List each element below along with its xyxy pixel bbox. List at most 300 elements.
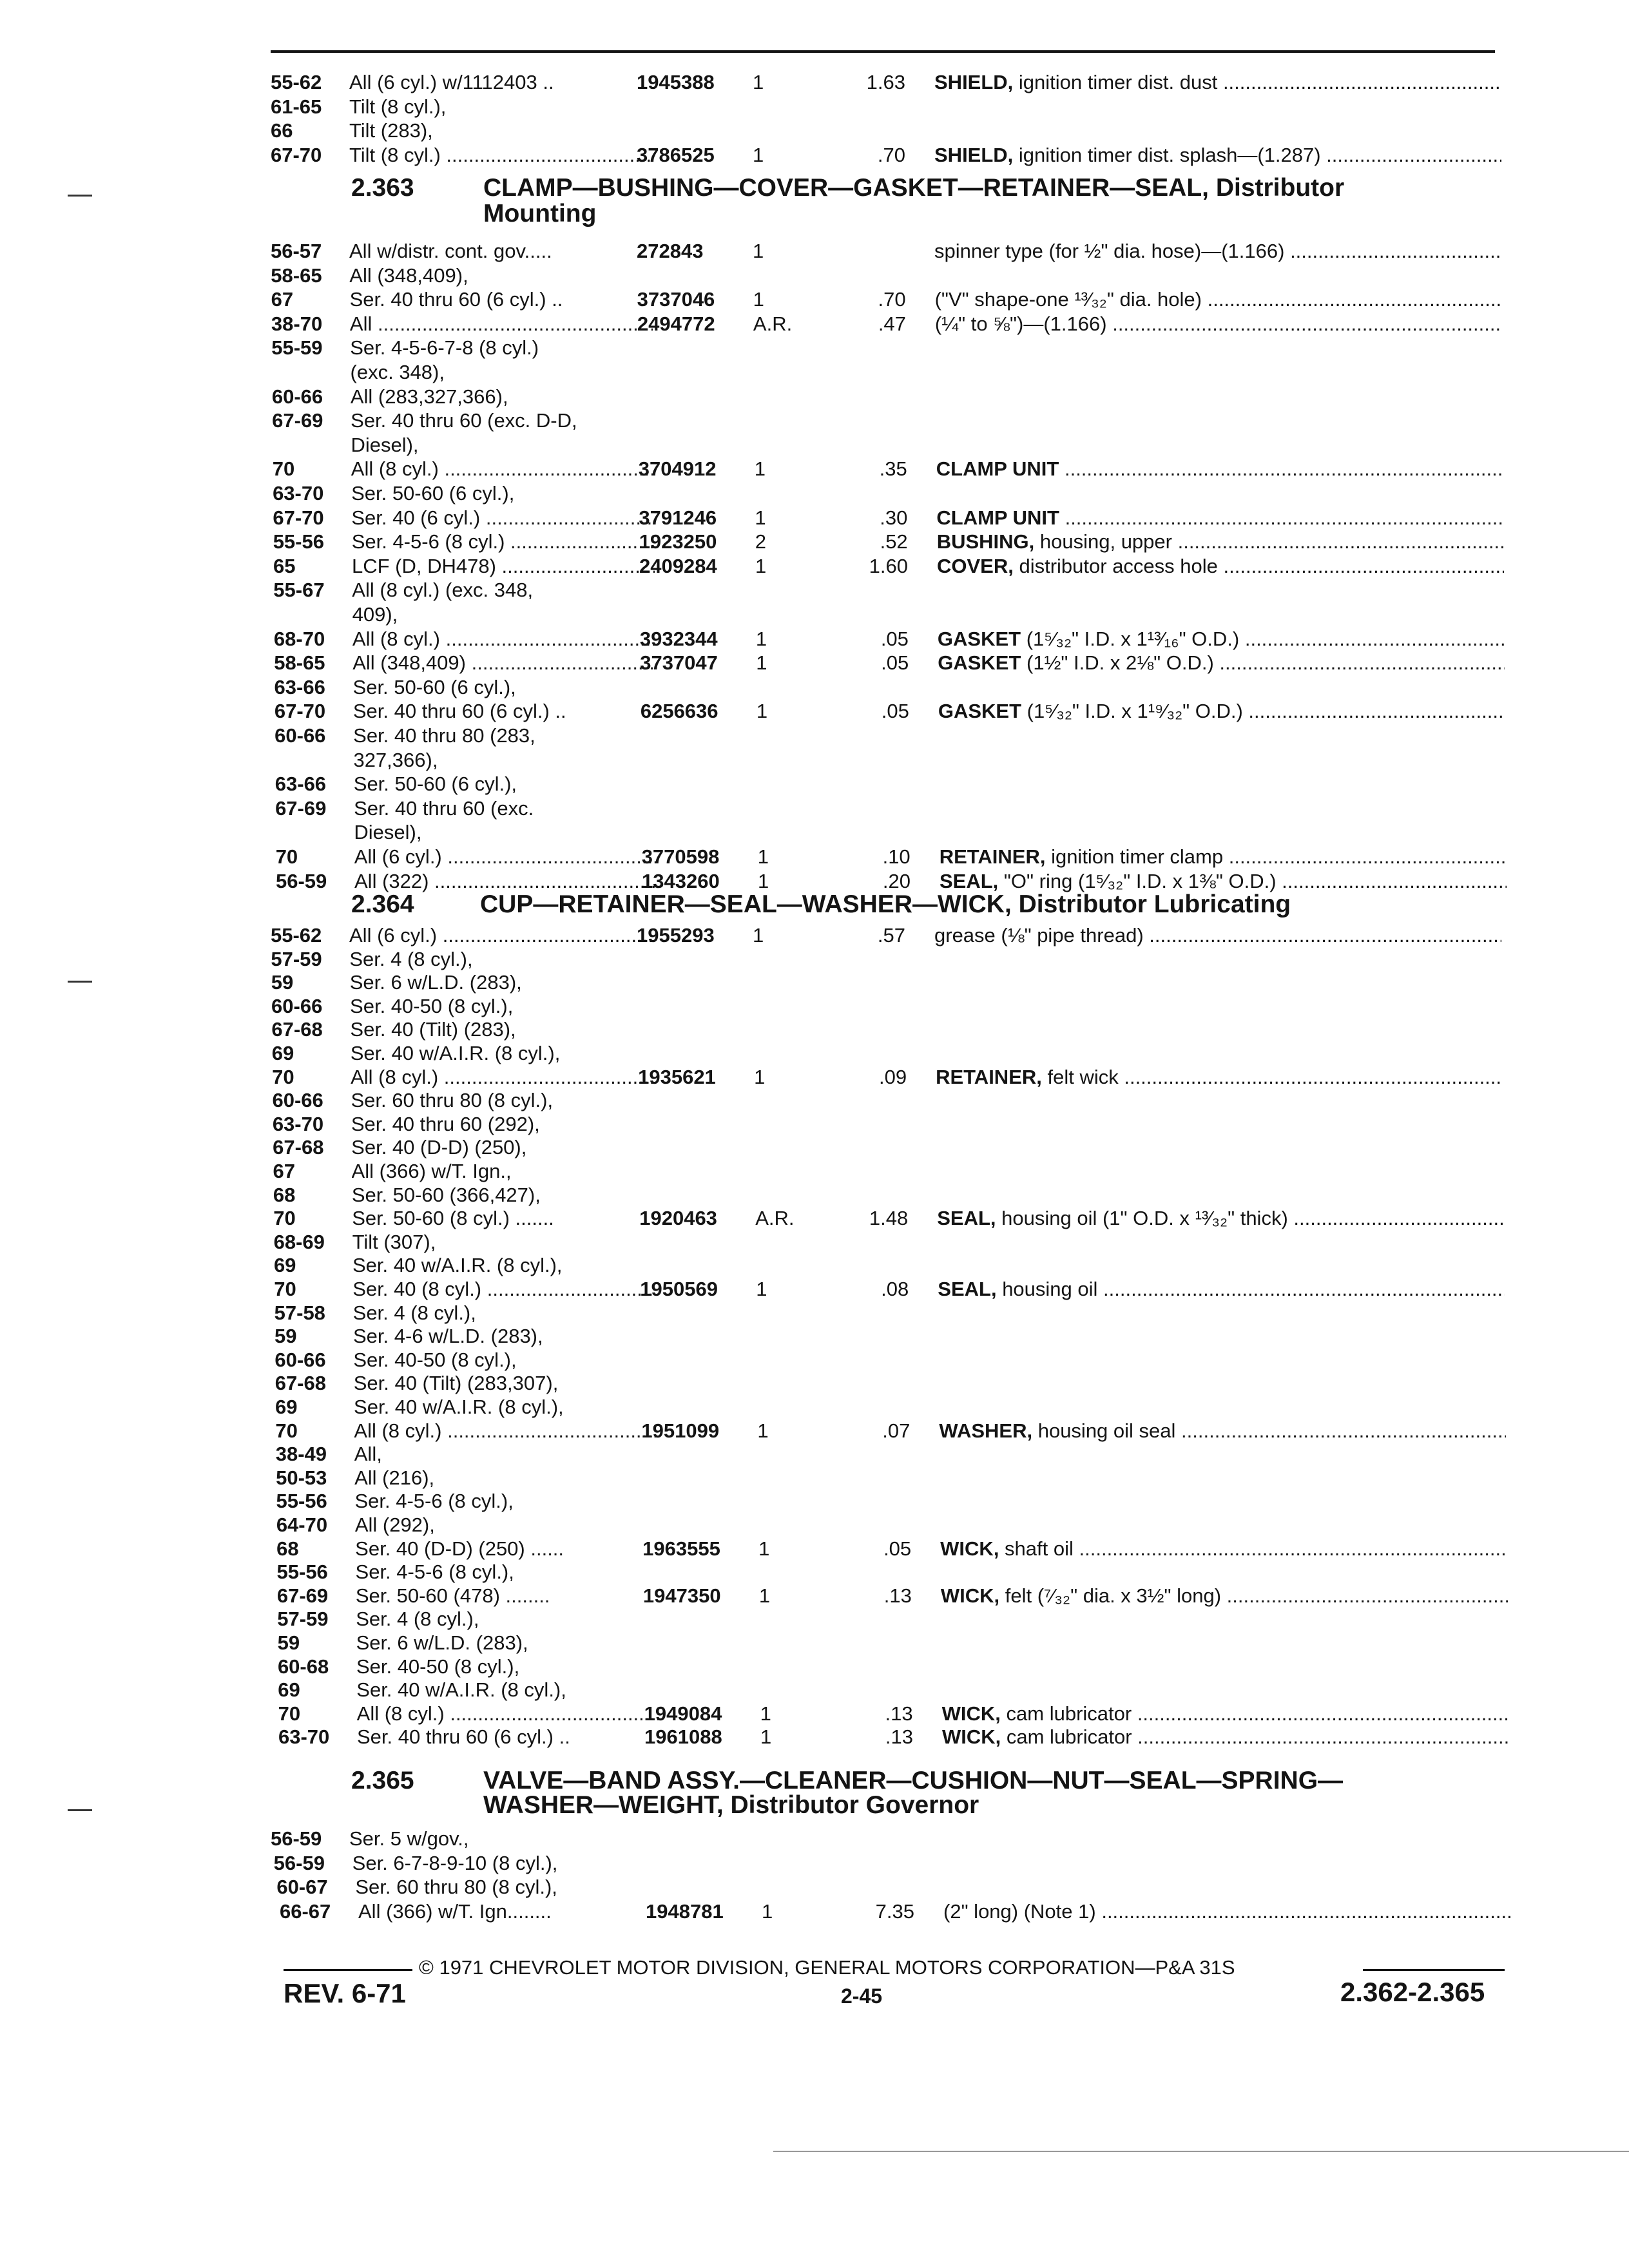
part-row <box>271 995 1502 1018</box>
model-years: 67-70 <box>273 506 324 529</box>
application: All (8 cyl.) ..... <box>351 457 654 481</box>
part-number: 272843 <box>637 240 704 262</box>
part-row <box>271 1018 1502 1041</box>
application: All (366) w/T. Ign........ <box>358 1899 552 1923</box>
quantity: 1 <box>756 651 767 675</box>
part-row <box>271 119 1501 142</box>
application: All (348,409), <box>349 264 468 287</box>
application: All (8 cyl.) ..... <box>354 1419 657 1443</box>
part-description <box>937 530 1504 553</box>
price: .30 <box>880 506 908 529</box>
part-detail: shaft oil <box>999 1537 1074 1560</box>
model-years: 68 <box>273 1183 296 1206</box>
price: .10 <box>882 845 911 868</box>
part-row <box>271 288 1502 311</box>
part-row <box>277 1561 1508 1584</box>
section-number: 2.364 <box>351 890 414 918</box>
part-number: 1920463 <box>639 1207 717 1230</box>
part-name: CLAMP UNIT <box>936 457 1059 481</box>
application: Ser. 40 thru 60 (exc. <box>354 796 534 820</box>
model-years: 69 <box>275 1396 298 1418</box>
model-years: 57-58 <box>274 1301 325 1324</box>
application: Ser. 40 w/A.I.R. (8 cyl.), <box>356 1678 566 1702</box>
model-years: 59 <box>271 971 294 994</box>
model-years: 60-66 <box>272 1089 323 1112</box>
part-description <box>936 457 1503 481</box>
model-years: 67-69 <box>275 796 327 820</box>
application: Ser. 40 thru 80 (283, <box>353 724 535 747</box>
part-description <box>934 71 1501 94</box>
part-row <box>274 1852 1505 1875</box>
part-row <box>271 144 1501 167</box>
application: All (366) w/T. Ign., <box>351 1160 512 1182</box>
part-description <box>937 555 1504 578</box>
part-name: RETAINER, <box>939 845 1046 868</box>
part-detail: (2" long) (Note 1) <box>943 1899 1096 1923</box>
part-number: 1923250 <box>639 530 717 553</box>
part-row <box>271 1827 1501 1850</box>
model-years: 67-68 <box>271 1018 323 1041</box>
application: Ser. 40 (8 cyl.) ..... <box>352 1278 655 1301</box>
price: .57 <box>877 924 905 947</box>
top-rule <box>271 50 1495 53</box>
part-number: 3786525 <box>637 143 715 166</box>
footer-rule-left <box>284 1969 412 1971</box>
model-years: 57-59 <box>271 947 322 970</box>
model-years: 56-59 <box>271 1827 322 1850</box>
model-years: 63-66 <box>274 675 325 698</box>
part-number: 2409284 <box>639 554 717 577</box>
part-row <box>272 1089 1503 1112</box>
part-row <box>278 1725 1509 1749</box>
application: Ser. 50-60 (478) ........ <box>355 1584 550 1607</box>
model-years: 68 <box>276 1537 299 1560</box>
part-number: 1948781 <box>646 1899 724 1923</box>
application: Ser. 40 thru 60 (6 cyl.) .. <box>357 1725 570 1749</box>
quantity: 1 <box>760 1702 771 1725</box>
part-number: 1945388 <box>637 71 715 93</box>
part-name: SEAL, <box>940 869 999 892</box>
part-number: 3704912 <box>638 457 717 481</box>
part-detail: grease (⅛" pipe thread) <box>934 924 1144 947</box>
part-name: SEAL, <box>938 1278 997 1300</box>
part-row <box>272 1042 1503 1065</box>
part-number: 1961088 <box>644 1725 722 1749</box>
application: Ser. 40 (6 cyl.) ..... <box>351 506 654 530</box>
application: All (6 cyl.) w/1112403 .. <box>349 71 554 93</box>
part-row <box>271 240 1501 263</box>
price: 1.60 <box>869 554 908 577</box>
quantity: 1 <box>758 1537 770 1560</box>
quantity: 1 <box>757 1419 769 1442</box>
part-detail: (1⁵⁄₃₂" I.D. x 1¹³⁄₁₆" O.D.) <box>1021 627 1240 650</box>
part-row <box>275 773 1506 796</box>
model-years: 55-59 <box>271 336 323 360</box>
model-years: 68-69 <box>273 1230 325 1253</box>
part-number: 6256636 <box>640 700 718 723</box>
model-years: 56-57 <box>271 240 322 262</box>
model-years: 60-66 <box>271 994 323 1017</box>
application: Ser. 60 thru 80 (8 cyl.), <box>351 1089 554 1112</box>
part-description <box>940 870 1507 893</box>
application: Ser. 4-5-6 (8 cyl.) ..... <box>352 530 655 553</box>
price: .08 <box>881 1278 909 1300</box>
part-row <box>276 1514 1507 1537</box>
part-row <box>272 409 1503 432</box>
quantity: 1 <box>755 554 767 577</box>
application: Ser. 4-5-6 (8 cyl.), <box>355 1561 514 1584</box>
model-years: 67-68 <box>275 1372 326 1395</box>
margin-mark <box>68 1809 92 1811</box>
application: Ser. 50-60 (8 cyl.) ....... <box>352 1207 554 1230</box>
application: Ser. 40-50 (8 cyl.), <box>350 994 514 1017</box>
application: Ser. 40 (D-D) (250), <box>351 1136 527 1159</box>
model-years: 65 <box>273 554 296 577</box>
part-name: SEAL, <box>937 1207 996 1230</box>
part-number: 1947350 <box>642 1584 721 1607</box>
application: (exc. 348), <box>350 361 445 383</box>
model-years: 59 <box>275 1325 297 1348</box>
part-name: COVER, <box>937 554 1014 577</box>
part-row <box>275 1349 1505 1372</box>
price: .05 <box>881 651 909 675</box>
application: Tilt (8 cyl.), <box>349 95 447 118</box>
margin-mark <box>68 195 92 197</box>
part-row <box>274 1231 1505 1254</box>
part-detail: (1½" I.D. x 2⅛" O.D.) <box>1021 651 1214 675</box>
part-row <box>276 1537 1507 1561</box>
application: Ser. 40 thru 60 (exc. D-D, <box>351 409 577 432</box>
application: 409), <box>352 603 398 626</box>
part-description <box>935 312 1502 336</box>
part-row <box>278 1678 1509 1702</box>
model-years: 60-66 <box>275 724 326 747</box>
model-years: 70 <box>272 457 295 481</box>
part-row <box>278 1655 1509 1678</box>
part-number: 1950569 <box>640 1278 718 1300</box>
model-years: 58-65 <box>274 651 325 675</box>
part-name: GASKET <box>938 651 1021 675</box>
model-years: 67-69 <box>272 409 323 432</box>
part-description <box>938 1278 1505 1301</box>
part-number: 3791246 <box>639 506 717 529</box>
part-description <box>938 700 1505 723</box>
application: Ser. 40 thru 60 (6 cyl.) .. <box>352 700 566 723</box>
part-detail: ignition timer clamp <box>1045 845 1224 868</box>
application: All w/distr. cont. gov..... <box>349 240 552 262</box>
model-years: 63-70 <box>272 1112 324 1135</box>
application: Ser. 4-5-6-7-8 (8 cyl.) <box>350 336 539 360</box>
application: Ser. 40-50 (8 cyl.), <box>353 1348 517 1371</box>
part-number: 1949084 <box>644 1702 722 1725</box>
application: Ser. 40 w/A.I.R. (8 cyl.), <box>354 1396 564 1418</box>
application: All (216), <box>354 1466 435 1489</box>
model-years: 60-66 <box>275 1348 326 1371</box>
price: 7.35 <box>875 1899 914 1923</box>
model-years: 59 <box>277 1631 300 1654</box>
bottom-rule <box>773 2151 1629 2152</box>
part-row <box>274 651 1505 675</box>
page-number: 2-45 <box>841 1984 883 2008</box>
application: All (348,409) ..... <box>352 651 655 675</box>
section-title: VALVE—BAND ASSY.—CLEANER—CUSHION—NUT—SEAL—SPRING— <box>483 1767 1344 1794</box>
part-row <box>280 1900 1510 1923</box>
model-years: 69 <box>273 1254 296 1277</box>
quantity: 1 <box>758 869 769 892</box>
part-row <box>275 700 1505 723</box>
part-number: 3932344 <box>639 627 718 650</box>
section-range: 2.362-2.365 <box>1340 1977 1485 2007</box>
quantity: 1 <box>753 288 764 311</box>
part-row <box>278 1631 1509 1655</box>
part-detail: housing oil <box>996 1278 1098 1300</box>
application: Tilt (283), <box>349 119 433 142</box>
part-row <box>273 506 1503 530</box>
model-years: 66-67 <box>280 1899 331 1923</box>
application: Ser. 50-60 (6 cyl.), <box>353 773 517 796</box>
part-name: SHIELD, <box>934 143 1014 166</box>
price: .52 <box>880 530 908 553</box>
price: .05 <box>880 627 909 650</box>
quantity: 1 <box>753 143 764 166</box>
quantity: A.R. <box>753 312 793 335</box>
model-years: 55-67 <box>273 579 325 602</box>
price: .35 <box>879 457 907 481</box>
price: .20 <box>882 869 911 892</box>
part-row <box>272 434 1503 457</box>
application: Ser. 5 w/gov., <box>349 1827 469 1850</box>
model-years: 60-67 <box>276 1876 328 1898</box>
price: 1.63 <box>866 71 905 93</box>
model-years: 55-62 <box>271 924 322 947</box>
application: Ser. 6 w/L.D. (283), <box>356 1631 528 1654</box>
application: Ser. 40 (D-D) (250) ...... <box>355 1537 564 1560</box>
part-row <box>275 724 1505 747</box>
model-years: 60-68 <box>277 1655 329 1678</box>
section-title: CUP—RETAINER—SEAL—WASHER—WICK, Distributor Lubricating <box>480 890 1291 918</box>
quantity: 1 <box>762 1899 773 1923</box>
part-row <box>276 1443 1507 1466</box>
part-detail: cam lubricator <box>1000 1702 1132 1725</box>
part-row <box>275 1419 1506 1443</box>
part-number: 3737046 <box>637 288 715 311</box>
quantity: 1 <box>758 1584 771 1607</box>
part-row <box>276 845 1507 869</box>
part-number: 2494772 <box>637 312 715 335</box>
application: Ser. 6-7-8-9-10 (8 cyl.), <box>352 1851 558 1874</box>
application: Diesel), <box>354 821 422 844</box>
part-number: 1955293 <box>637 924 715 947</box>
application: Ser. 4 (8 cyl.), <box>349 947 473 970</box>
price: .05 <box>881 700 909 723</box>
model-years: 67-70 <box>274 700 326 723</box>
part-row <box>272 361 1503 384</box>
part-number: 3737047 <box>640 651 718 675</box>
part-description <box>943 1900 1510 1923</box>
model-years: 63-70 <box>278 1725 330 1749</box>
part-row <box>277 1608 1508 1631</box>
model-years: 67-69 <box>276 1584 329 1607</box>
part-name: WASHER, <box>939 1419 1033 1442</box>
model-years: 67-68 <box>273 1136 324 1159</box>
section-title: CLAMP—BUSHING—COVER—GASKET—RETAINER—SEAL, Distributor <box>483 174 1345 202</box>
part-row <box>273 555 1504 578</box>
part-description <box>934 240 1501 263</box>
model-years: 63-70 <box>273 482 324 505</box>
part-name: GASKET <box>937 627 1021 650</box>
application: Ser. 60 thru 80 (8 cyl.), <box>355 1876 557 1898</box>
quantity: A.R. <box>755 1207 795 1230</box>
part-name: RETAINER, <box>936 1065 1042 1088</box>
part-row <box>275 1372 1506 1395</box>
price: 1.48 <box>869 1207 909 1230</box>
application: All (322) ..... <box>354 870 657 893</box>
part-detail: housing oil seal <box>1032 1419 1176 1442</box>
model-years: 60-66 <box>271 385 323 408</box>
part-name: WICK, <box>942 1725 1001 1749</box>
model-years: 67 <box>271 288 294 311</box>
part-name: BUSHING, <box>936 530 1035 553</box>
model-years: 38-70 <box>271 312 323 335</box>
model-years: 70 <box>272 1065 294 1088</box>
model-years: 61-65 <box>271 95 322 118</box>
model-years: 70 <box>275 1419 298 1442</box>
model-years: 55-56 <box>273 530 324 553</box>
application: Ser. 40 w/A.I.R. (8 cyl.), <box>350 1042 561 1064</box>
part-row <box>275 749 1505 772</box>
part-description <box>935 288 1502 311</box>
part-description <box>942 1725 1509 1749</box>
part-detail: felt (⁷⁄₃₂" dia. x 3½" long) <box>999 1584 1222 1607</box>
application: Ser. 40 w/A.I.R. (8 cyl.), <box>352 1254 563 1277</box>
part-description <box>934 924 1501 947</box>
price: .05 <box>883 1537 912 1560</box>
model-years: 55-56 <box>276 1561 328 1584</box>
part-row <box>271 95 1501 119</box>
part-number: 1963555 <box>642 1537 720 1560</box>
model-years: 69 <box>278 1678 300 1702</box>
part-description <box>938 628 1505 651</box>
price: .47 <box>878 312 906 335</box>
part-row <box>274 603 1505 626</box>
part-detail: (1⁵⁄₃₂" I.D. x 1¹⁹⁄₃₂" O.D.) <box>1021 700 1243 723</box>
section-number: 2.365 <box>351 1767 414 1794</box>
part-row <box>271 264 1501 287</box>
model-years: 70 <box>278 1702 301 1725</box>
part-detail: distributor access hole <box>1013 554 1218 577</box>
revision-label: REV. 6-71 <box>284 1978 406 2008</box>
part-row <box>271 71 1501 94</box>
application: Diesel), <box>351 433 419 456</box>
part-row <box>271 924 1501 947</box>
model-years: 68-70 <box>273 627 325 650</box>
part-name: WICK, <box>941 1702 1001 1725</box>
application: Ser. 40 thru 60 (292), <box>351 1112 540 1135</box>
part-number: 1935621 <box>638 1065 716 1088</box>
application: All (8 cyl.) ..... <box>351 1066 653 1089</box>
application: Ser. 50-60 (6 cyl.), <box>351 482 515 505</box>
model-years: 56-59 <box>276 869 327 892</box>
part-row <box>275 676 1505 699</box>
model-years: 55-62 <box>271 71 322 93</box>
application: All (6 cyl.) ..... <box>349 924 652 947</box>
part-number: 3770598 <box>641 845 720 868</box>
model-years: 64-70 <box>276 1514 328 1536</box>
part-description <box>942 1702 1509 1725</box>
part-detail: spinner type (for ½" dia. hose)—(1.166) <box>934 240 1285 262</box>
application: 327,366), <box>353 748 438 771</box>
part-row <box>272 385 1503 408</box>
part-row <box>276 870 1507 893</box>
part-row <box>277 1584 1508 1608</box>
part-row <box>271 336 1502 360</box>
quantity: 1 <box>754 457 766 481</box>
model-years: 63-66 <box>275 773 327 796</box>
part-row <box>275 797 1506 820</box>
application: Tilt (307), <box>352 1230 436 1253</box>
application: Ser. 40 thru 60 (6 cyl.) .. <box>349 288 563 311</box>
part-row <box>271 971 1502 994</box>
price: .07 <box>882 1419 911 1442</box>
application: LCF (D, DH478) ..... <box>352 555 655 578</box>
part-row <box>273 1136 1503 1159</box>
part-description <box>940 845 1507 869</box>
model-years: 38-49 <box>275 1443 327 1466</box>
part-detail: housing oil (1" O.D. x ¹³⁄₃₂" thick) <box>996 1207 1288 1230</box>
quantity: 1 <box>756 700 768 723</box>
application: Ser. 40-50 (8 cyl.), <box>356 1655 520 1678</box>
section-number: 2.363 <box>351 174 414 202</box>
model-years: 70 <box>274 1278 296 1300</box>
application: Ser. 4-5-6 (8 cyl.), <box>354 1490 514 1513</box>
application: Ser. 50-60 (366,427), <box>351 1183 541 1206</box>
part-row <box>275 1325 1505 1348</box>
part-detail: "O" ring (1⁵⁄₃₂" I.D. x 1⅜" O.D.) <box>998 869 1277 892</box>
model-years: 69 <box>271 1042 294 1064</box>
application: Ser. 6 w/L.D. (283), <box>349 971 522 994</box>
part-row <box>273 530 1504 553</box>
price: .13 <box>885 1702 913 1725</box>
model-years: 56-59 <box>273 1851 325 1874</box>
quantity: 1 <box>755 627 767 650</box>
model-years: 67-70 <box>271 143 322 166</box>
part-row <box>274 628 1505 651</box>
part-detail: ignition timer dist. dust <box>1013 71 1218 93</box>
part-description <box>939 1419 1506 1443</box>
application: Ser. 4 (8 cyl.), <box>356 1608 479 1631</box>
part-row <box>276 1876 1507 1899</box>
part-number: 1343260 <box>642 869 720 892</box>
part-description <box>936 506 1503 530</box>
part-row <box>273 579 1504 602</box>
application: All (8 cyl.) ..... <box>357 1702 660 1725</box>
quantity: 2 <box>755 530 766 553</box>
part-row <box>273 1184 1504 1207</box>
application: All, <box>354 1443 382 1466</box>
quantity: 1 <box>760 1725 772 1749</box>
part-description <box>938 651 1505 675</box>
quantity: 1 <box>756 1278 767 1300</box>
application: All (292), <box>354 1514 435 1536</box>
part-name: WICK, <box>940 1537 999 1560</box>
quantity: 1 <box>754 1065 766 1088</box>
part-row <box>275 821 1506 844</box>
application: Ser. 40 (Tilt) (283), <box>350 1018 516 1041</box>
part-name: SHIELD, <box>934 71 1014 93</box>
part-row <box>272 1066 1503 1089</box>
section-title-cont: WASHER—WEIGHT, Distributor Governor <box>483 1791 979 1819</box>
model-years: 57-59 <box>277 1608 329 1631</box>
